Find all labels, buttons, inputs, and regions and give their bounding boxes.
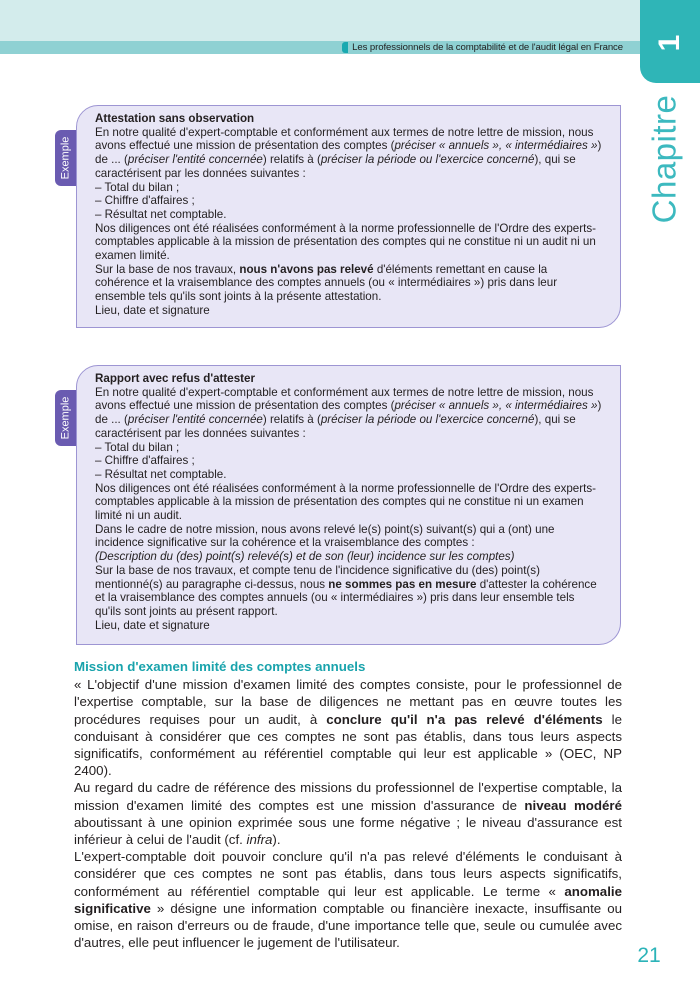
text-run: Sur la base de nos travaux, <box>95 262 240 276</box>
list-item: – Total du bilan ; <box>95 440 180 454</box>
bold-run: anomalie significative <box>74 883 622 916</box>
text-run: En notre qualité d'expert-comptable et conformément aux termes de notre lettre de mission, nous avons effectué une mission de présentation des comptes ( <box>95 125 594 153</box>
text-run: ) de ... ( <box>95 139 602 167</box>
example-tag-label: Exemple <box>59 396 72 440</box>
example-diligences: Nos diligences ont été réalisées conformément à la norme professionnelle de l'Ordre des experts-comptables applicable à la mission de présentation des comptes qui ne constitue ni un audit ni un examen limité. <box>95 221 596 263</box>
paragraph <box>74 676 622 779</box>
chapter-label <box>634 96 694 222</box>
text-run: le conduisant à considérer que ces comptes ne sont pas établis, dans tous leurs aspects significatifs, conformément au référentiel comptable qui leur est applicable » (OEC, NP 2400). <box>74 711 622 779</box>
example-diligences: Nos diligences ont été réalisées conformément à la norme professionnelle de l'Ordre des experts-comptables applicable à la mission de présentation des comptes qui ne constitue ni un examen limité ni un audit. <box>95 481 596 523</box>
example-tag-label: Exemple <box>59 136 72 180</box>
page-number: 21 <box>637 944 661 967</box>
italic-run: préciser l'entité concernée <box>127 153 263 167</box>
bold-run: niveau modéré <box>524 797 622 813</box>
text-run: ) de ... ( <box>95 399 602 427</box>
example-tag <box>55 130 76 186</box>
text-run: ) relatifs à ( <box>262 413 321 427</box>
text-run: d'éléments remettant en cause la cohérence et la vraisemblance des comptes annuels (ou « intermédiaires ») pris dans leur ensemble tels qu'ils sont joints à la présente attestation. <box>95 262 558 304</box>
example-signature: Lieu, date et signature <box>95 303 210 317</box>
text-run: L'expert-comptable doit pouvoir conclure qu'il n'a pas relevé d'éléments le conduisant à considérer que ces comptes ne sont pas établis, dans tous leurs aspects significatifs, conformément au référentiel comptable qui leur est applicable. Le terme « <box>74 849 622 899</box>
bold-run: conclure qu'il n'a pas relevé d'éléments <box>326 711 603 727</box>
example-box-refus <box>76 365 621 645</box>
section-examen-limite <box>74 658 622 951</box>
text-run: Au regard du cadre de référence des missions du professionnel de l'expertise comptable, la mission d'examen limité des comptes est une mission d'assurance de <box>74 780 622 813</box>
example-points: Dans le cadre de notre mission, nous avons relevé le(s) point(s) suivant(s) qui a (ont) une incidence significative sur la cohérence et la vraisemblance des comptes : <box>95 522 555 550</box>
example-signature: Lieu, date et signature <box>95 618 210 632</box>
example-intro <box>95 126 602 181</box>
section-title: Mission d'examen limité des comptes annuels <box>74 659 366 674</box>
example-title: Rapport avec refus d'attester <box>95 372 255 385</box>
italic-run: préciser la période ou l'exercice concerné <box>320 153 535 167</box>
example-conclusion <box>95 263 602 304</box>
text-run: ). <box>272 832 281 848</box>
paragraph <box>74 848 622 951</box>
list-item: – Chiffre d'affaires ; <box>95 454 195 468</box>
running-header <box>342 41 623 54</box>
text-run: ) relatifs à ( <box>262 153 321 167</box>
header-band <box>0 0 640 41</box>
example-description: (Description du (des) point(s) relevé(s) et de son (leur) incidence sur les comptes) <box>95 550 515 564</box>
chapter-label-text: Chapitre <box>645 94 683 224</box>
list-item: – Total du bilan ; <box>95 180 180 194</box>
text-run: ), qui se caractérisent par les données suivantes : <box>95 153 576 180</box>
italic-run: préciser « annuels », « intermédiaires » <box>394 399 598 413</box>
example-conclusion <box>95 564 602 619</box>
text-run: « L'objectif d'une mission d'examen limité des comptes consiste, pour le professionnel de l'expertise comptable, sur la base de diligences ne mettant pas en œuvre toutes les procédures requises pour un audit, à <box>74 677 622 727</box>
example-box-attestation <box>76 105 621 328</box>
text-run: aboutissant à une opinion exprimée sous une forme négative ; le niveau d'assurance est inférieur à celui de l'audit (cf. <box>74 814 622 848</box>
example-tag <box>55 390 76 446</box>
chapter-number: 1 <box>653 34 686 52</box>
paragraph <box>74 779 622 848</box>
example-title: Attestation sans observation <box>95 112 255 125</box>
italic-run: infra <box>246 832 273 848</box>
text-run: ), qui se caractérisent par les données suivantes : <box>95 413 576 440</box>
italic-run: préciser la période ou l'exercice concerné <box>320 413 535 427</box>
text-run: d'attester la cohérence et la vraisemblance des comptes annuels (ou « intermédiaires ») pris dans leur ensemble tels qu'ils sont joints au présent rapport. <box>95 577 597 618</box>
text-run: Sur la base de nos travaux, et compte tenu de l'incidence significative du (des) point(s) mentionné(s) au paragraphe ci-dessus, nous <box>95 563 540 591</box>
list-item: – Résultat net comptable. <box>95 207 227 221</box>
bold-run: nous n'avons pas relevé <box>239 262 374 276</box>
list-item: – Chiffre d'affaires ; <box>95 194 195 208</box>
running-title: Les professionnels de la comptabilité et de l'audit légal en France <box>352 42 623 53</box>
italic-run: préciser l'entité concernée <box>127 413 263 427</box>
list-item: – Résultat net comptable. <box>95 467 227 481</box>
italic-run: préciser « annuels », « intermédiaires » <box>394 139 598 153</box>
example-intro <box>95 386 602 441</box>
header-marker-icon <box>342 42 348 53</box>
bold-run: ne sommes pas en mesure <box>328 577 477 591</box>
text-run: En notre qualité d'expert-comptable et conformément aux termes de notre lettre de mission, nous avons effectué une mission de présentation des comptes ( <box>95 385 594 413</box>
text-run: » désigne une information comptable ou financière inexacte, insuffisante ou omise, en raison d'erreurs ou de fraude, d'une importance telle que, seule ou cumulée avec d'autres, elle peut influencer le jugement de l'utilisateur. <box>74 900 622 951</box>
